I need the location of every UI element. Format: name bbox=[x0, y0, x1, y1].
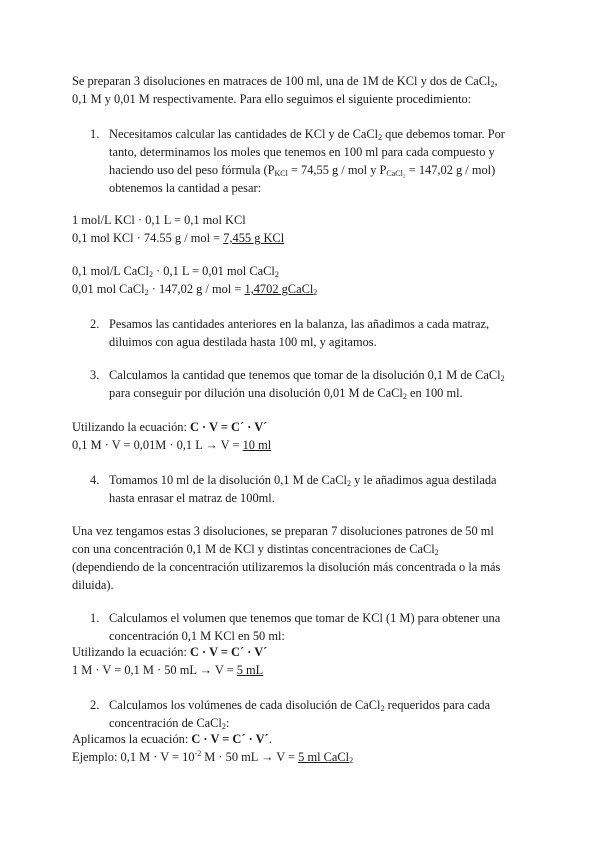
list-item-line: hasta enrasar el matraz de 100ml. bbox=[109, 491, 275, 505]
paragraph-line: (dependiendo de la concentración utilizaremos la disolución más concentrada o la más bbox=[72, 560, 501, 574]
list-item-line: concentración 0,1 M KCl en 50 ml: bbox=[109, 629, 285, 643]
list-item-line: obtenemos la cantidad a pesar: bbox=[109, 181, 262, 195]
list-item-step4 bbox=[109, 471, 534, 507]
list-number: 2. bbox=[90, 698, 100, 712]
list-item-line: diluimos con agua destilada hasta 100 ml, y agitamos. bbox=[109, 335, 377, 349]
list-item-line: tanto, determinamos los moles que tenemos en 100 ml para cada compuesto y bbox=[109, 145, 495, 159]
list2-item-step1 bbox=[109, 609, 534, 645]
calc-line: 0,01 mol CaCl$_2$ · 147,02 g / mol = 1,4702 gCaCl$_2$ bbox=[72, 282, 318, 297]
intro-line: 0,1 M y 0,01 M respectivamente. Para ello seguimos el siguiente procedimiento: bbox=[72, 92, 472, 106]
equation-block-3 bbox=[72, 730, 534, 766]
calc-line: 0,1 mol KCl · 74.55 g / mol = 7,455 g KCl bbox=[72, 231, 285, 245]
result-underlined: 5 mL bbox=[236, 663, 264, 677]
intro-line: Se preparan 3 disoluciones en matraces de 100 ml, una de 1M de KCl y dos de CaCl$_2$, bbox=[72, 74, 498, 89]
list-item-line: Calculamos la cantidad que tenemos que tomar de la disolución 0,1 M de CaCl$_2$ bbox=[109, 368, 505, 383]
equation-block-1 bbox=[72, 418, 534, 454]
equation-line: Ejemplo: 0,1 $M \cdot V = 10^{-2}$ M · 50 mL → V = 5 ml CaCl$_2$ bbox=[72, 749, 354, 765]
list-item-line: concentración de CaCl$_2$: bbox=[109, 716, 230, 731]
list-number: 4. bbox=[90, 473, 100, 487]
calc-line: 1 mol/L KCl · 0,1 L = 0,1 mol KCl bbox=[72, 213, 246, 227]
list-item-step1 bbox=[109, 125, 534, 197]
calc-cacl2 bbox=[72, 262, 534, 298]
list-item-line: Calculamos el volumen que tenemos que tomar de KCl (1 M) para obtener una bbox=[109, 611, 501, 625]
list-item-line: Pesamos las cantidades anteriores en la balanza, las añadimos a cada matraz, bbox=[109, 317, 490, 331]
list-item-line: Tomamos 10 ml de la disolución 0,1 M de CaCl$_2$ y le añadimos agua destilada bbox=[109, 473, 497, 488]
list-item-line: Necesitamos calcular las cantidades de KCl y de CaCl$_2$ que debemos tomar. Por bbox=[109, 127, 505, 142]
result-underlined: 10 ml bbox=[242, 438, 272, 452]
equation-line: 1 M · V = 0,1 M · 50 mL → V = 5 mL bbox=[72, 663, 264, 677]
dilution-formula: C · V = C´ · V´ bbox=[190, 645, 268, 659]
list-item-line: Calculamos los volúmenes de cada disolución de CaCl$_2$ requeridos para cada bbox=[109, 698, 491, 713]
list-number: 1. bbox=[90, 611, 100, 625]
list2-item-step2 bbox=[109, 696, 534, 732]
calc-kcl bbox=[72, 211, 534, 247]
dilution-formula: C · V = C´ · V´ bbox=[191, 732, 269, 746]
intro-paragraph bbox=[72, 72, 534, 108]
dilution-formula: C · V = C´ · V´ bbox=[190, 420, 268, 434]
paragraph-line: Una vez tengamos estas 3 disoluciones, se preparan 7 disoluciones patrones de 50 ml bbox=[72, 524, 494, 538]
paragraph-line: con una concentración 0,1 M de KCl y distintas concentraciones de CaCl$_2$ bbox=[72, 542, 439, 557]
list-item-step3 bbox=[109, 366, 534, 402]
equation-line: Aplicamos la ecuación: C · V = C´ · V´. bbox=[72, 732, 272, 746]
paragraph-2 bbox=[72, 522, 534, 594]
equation-line: Utilizando la ecuación: C · V = C´ · V´ bbox=[72, 420, 268, 434]
calc-line: 0,1 mol/L CaCl$_2$ · 0,1 L = 0,01 mol CaCl$_2$ bbox=[72, 264, 279, 279]
list-number: 3. bbox=[90, 368, 100, 382]
list-number: 2. bbox=[90, 317, 100, 331]
list-item-line: para conseguir por dilución una disolución 0,01 M de CaCl$_2$ en 100 ml. bbox=[109, 386, 463, 401]
result-underlined: 5 ml CaCl$_2$ bbox=[298, 750, 354, 765]
paragraph-line: diluida). bbox=[72, 578, 114, 592]
result-underlined: 1,4702 gCaCl$_2$ bbox=[244, 282, 318, 297]
equation-block-2 bbox=[72, 643, 534, 679]
list-number: 1. bbox=[90, 127, 100, 141]
list-item-step2 bbox=[109, 315, 534, 351]
result-underlined: 7,455 g KCl bbox=[223, 231, 285, 245]
equation-line: 0,1 M · V = 0,01M · 0,1 L → V = 10 ml bbox=[72, 438, 272, 452]
list-item-line: haciendo uso del peso fórmula ($P_{KCl} = 74,55$ g / mol y $P_{CaCl_2} = 147,02$ g / mol) bbox=[109, 163, 496, 178]
equation-line: Utilizando la ecuación: C · V = C´ · V´ bbox=[72, 645, 268, 659]
